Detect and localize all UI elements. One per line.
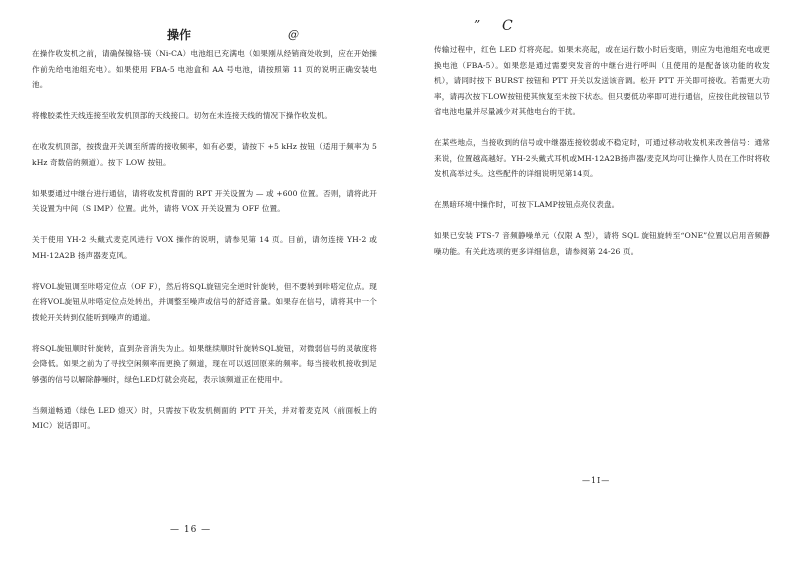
- section-heading: 操作: [167, 28, 192, 42]
- paragraph: 将SQL旋钮顺时针旋转，直到杂音消失为止。如果继续顺时针旋转SQL旋钮，对微弱信号的灵敏度将会降低。如果之前为了寻找空闲频率而更换了频道，现在可以返回原来的频率。每当接收机接收到足够强的信号以解除静噪时，绿色LED灯就会亮起，表示该频道正在使用中。: [32, 343, 377, 384]
- paragraph: 传输过程中，红色 LED 灯将亮起。如果未亮起，或在运行数小时后变暗，则应为电池组充电或更换电池（FBA-5）。如果您是通过需要突发音的中继台进行呼叫（且使用的是配备该功能的收发机），请同时按下 BURST 按钮和 PTT 开关以发送该音调。松开 PTT 开关即可接收。若需更大功率，请再次按下LOW按钮使其恢复至未按下状态。但只要低功率即可进行通信，应按住此按钮以节省电池电量并尽量减少对其他电台的干扰。: [434, 45, 770, 116]
- header-mark: ”: [474, 18, 481, 32]
- paragraph: 在某些地点，当接收到的信号或中继器连接较弱或不稳定时，可通过移动收发机来改善信号：通常来说，位置越高越好。YH-2头戴式耳机或MH-12A2B扬声器/麦克风均可让操作人员在工作时将收发机高举过头。这些配件的详细说明见第14页。: [434, 138, 770, 178]
- paragraph: 将橡胶柔性天线连接至收发机顶部的天线接口。切勿在未连接天线的情况下操作收发机。: [32, 111, 333, 120]
- left-heading-row: [32, 22, 377, 46]
- paragraph: 如果要通过中继台进行通信，请将收发机背面的 RPT 开关设置为 — 或 +600 位置。否则，请将此开关设置为中间（S IMP）位置。此外，请将 VOX 开关设置为 OFF 位置。: [32, 188, 377, 213]
- paragraph: 将VOL旋钮调至咔嗒定位点（OF F），然后将SQL旋钮完全逆时针旋转，但不要转到咔嗒定位点。现在将VOL旋钮从咔嗒定位点处转出，并调整至噪声或信号的舒适音量。如果存在信号，请将其中一个拨轮开关转到仅能听到噪声的通道。: [32, 281, 377, 322]
- page-number: —1I—: [582, 476, 611, 485]
- paragraph: 在收发机顶部，按拨盘开关调至所需的接收频率，如有必要，请按下 +5 kHz 按钮（适用于频率为 5 kHz 奇数倍的频道）。按下 LOW 按钮。: [32, 142, 377, 167]
- right-page: [434, 18, 770, 548]
- right-body: [434, 42, 770, 259]
- right-heading-row: [434, 18, 770, 42]
- paragraph: 如果已安装 FTS-7 音频静噪单元（仅限 A 型），请将 SQL 旋钮旋转至“ONE”位置以启用音频静噪功能。有关此选项的更多详细信息，请参阅第 24-26 页。: [434, 231, 770, 256]
- heading-mark: @: [288, 28, 299, 41]
- paragraph: 在操作收发机之前，请确保镍铬-镁（Ni-CA）电池组已充满电（如果刚从经销商处收到，应在开始操作前先给电池组充电）。如果使用 FBA-5 电池盒和 AA 号电池，请按照第 11 页的说明正确安装电池。: [32, 49, 377, 89]
- paragraph: 关于使用 YH-2 头戴式麦克风进行 VOX 操作的说明，请参见第 14 页。目前，请勿连接 YH-2 或 MH-12A2B 扬声器麦克风。: [32, 235, 377, 260]
- paragraph: 当频道畅通（绿色 LED 熄灭）时，只需按下收发机侧面的 PTT 开关，并对着麦克风（前面板上的 MIC）说话即可。: [32, 405, 377, 430]
- left-page: [32, 22, 377, 552]
- page-number: — 16 —: [170, 525, 212, 535]
- left-body: [32, 46, 377, 434]
- paragraph: 在黑暗环境中操作时，可按下LAMP按钮点亮仪表盘。: [434, 200, 620, 209]
- header-mark: C: [502, 18, 513, 34]
